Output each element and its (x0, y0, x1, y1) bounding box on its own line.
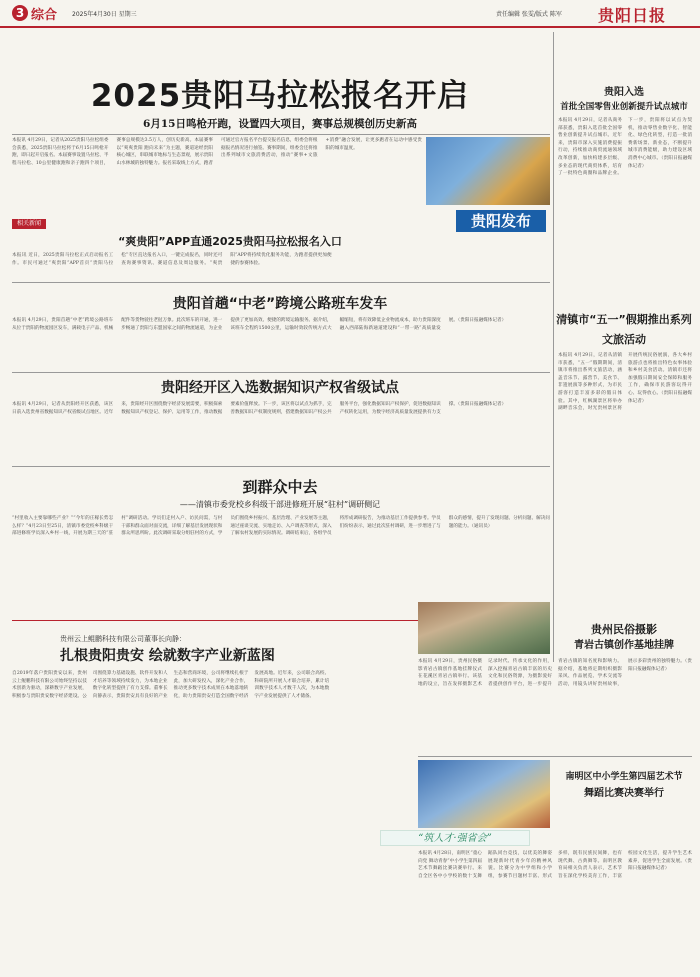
retail-body: 本报讯 4月29日，记者从商务部获悉，贵阳入选首批全国零售业创新提升试点城市。近年来，贵阳市深入实施消费提振行动，持续推动商贸流通领域改革创新，加快构建多层级、多业态的现代商贸体系，培育了一批特色商圈和品牌企业。下一步，贵阳将以试点为契机，推动零售业数字化、智能化、绿色化转型，打造一批消费新场景、新业态，不断提升城市消费能级，助力建设区域消费中心城市。（贵阳日报融媒体记者） (558, 118, 692, 177)
talent-banner: “筑人才·强省会” (380, 830, 530, 846)
section-name: 综合 (31, 8, 58, 23)
labor-headline[interactable]: 清镇市“五一”假期推出系列文旅活动 (556, 313, 692, 346)
app-headline[interactable]: “爽贵阳”APP直通2025贵阳马拉松报名入口 (118, 235, 342, 248)
patent-divider (12, 466, 550, 467)
app-body: 本报讯 近日，2025贵阳马拉松正式启动报名工作。市民可通过“爽贵阳”APP首页“贵阳马拉松”专区直达报名入口，一键完成报名，同时还可查询赛事资讯、赛道信息及周边服务。“爽贵阳”APP将持续优化服务功能，为跑者提供更加便捷的参赛体验。 (12, 253, 332, 266)
guiyang-fabu-badge: 贵阳发布 (456, 210, 546, 232)
retail-headline[interactable]: 贵阳入选 (604, 87, 644, 98)
dongfang-label: 贵州云上鲲鹏科技有限公司董事长向静： (60, 635, 186, 643)
issue-date: 2025年4月30日 星期三 (72, 11, 137, 18)
art-subtitle[interactable]: 舞蹈比赛决赛举行 (584, 788, 664, 799)
newspaper-logo: 贵阳日报 (598, 6, 667, 25)
highway-body: 本报讯 4月29日，贵阳首趟“中老”跨境公路班车从位于贵阳的物流园区发车，满载电子产品、机械配件等货物驶往老挝万象。此次班车的开通，进一步畅通了贵阳与东盟国家之间的物流通道，为企业提供了更加高效、便捷的跨境运输服务。据介绍，该班车全程约1500公里，运输时效较传统方式大幅缩短，将有效降低企业物流成本，助力贵阳深度融入西部陆海新通道建设和“一带一路”高质量发展。（贵阳日报融媒体记者） (12, 318, 507, 331)
editors-credit: 责任编辑 张雯/版式 陈军 (496, 11, 562, 18)
marathon-photo (426, 137, 550, 205)
folk-photo (418, 602, 550, 654)
art-divider (418, 756, 692, 757)
survey-headline[interactable]: 到群众中去 (242, 478, 318, 496)
folk-headline[interactable]: 贵州民俗摄影 (591, 623, 657, 636)
highway-divider (12, 372, 550, 373)
labor-body: 本报讯 4月29日，记者从清镇市获悉，“五一”假期期间，清镇市将推出系列文旅活动，涵盖音乐节、露营节、美食节、非遗展演等多种形式，为市民游客打造丰富多彩的假日体验。其中，红枫湖景区将举办湖畔音乐会，时光贵州景区将开展传统民俗展演，各大乡村旅游点也将推出特色农事体验和乡村美食活动。清镇市还将加强假日期间安全保障和服务工作，确保市民游客玩得开心、玩得放心。（贵阳日报融媒体记者） (558, 353, 692, 412)
related-news-tag: 相关新闻 (12, 219, 46, 229)
marathon-subtitle: 6月15日鸣枪开跑，设置四大项目，赛事总规模创历史新高 (143, 118, 417, 130)
marathon-divider (12, 134, 550, 135)
page-number: 3 (12, 5, 28, 21)
app-divider (12, 282, 550, 283)
dongfang-headline[interactable]: 扎根贵阳贵安 绘就数字产业新蓝图 (60, 648, 275, 664)
art-headline[interactable]: 南明区中小学生第四届艺术节 (565, 772, 683, 782)
patent-body: 本报讯 4月29日，记者从贵阳经开区获悉，该区日前入选贵州省数据知识产权省级试点地区。近年来，贵阳经开区围绕数字经济发展需要，积极探索数据知识产权登记、保护、运用等工作，推动数据要素价值释放。下一步，该区将以试点为抓手，完善数据知识产权制度规则，搭建数据知识产权公共服务平台，强化数据知识产权保护，促进数据知识产权转化运用，为数字经济高质量发展提供有力支撑。（贵阳日报融媒体记者） (12, 402, 507, 415)
dongfang-body: 自2019年落户贵阳贵安以来，贵州云上鲲鹏科技有限公司始终坚持以技术创新为驱动，深耕数字产业发展，积极参与贵阳贵安数字经济建设。公司围绕算力基础设施、软件开发和人才培养等领域持续发力，为本地企业数字化转型提供了有力支撑。董事长向静表示，贵阳贵安具有良好的产业生态和营商环境，公司将继续扎根于此，加大研发投入，深化产业合作，推动更多数字技术成果在本地落地转化，助力贵阳贵安打造全国数字经济发展高地。近年来，公司联合高校、科研院所开展人才联合培养，累计培训数字技术人才数千人次，为本地数字产业发展提供了人才储备。 (12, 671, 330, 699)
folk-body: 本报讯 4月29日，贵州民俗摄影青岩古镇创作基地挂牌仪式在花溪区青岩古镇举行。该基地的设立，旨在发挥摄影艺术记录时代、传承文化的作用，深入挖掘青岩古镇丰富的历史文化和民俗资源，为摄影爱好者提供创作平台，进一步提升青岩古镇的知名度和影响力。据介绍，基地将定期组织摄影采风、作品展览、学术交流等活动，用镜头讲好贵州故事，展示多彩贵州的独特魅力。（贵阳日报融媒体记者） (418, 659, 692, 687)
marathon-body: 本报讯 4月29日，记者从2025贵阳马拉松组委会获悉，2025贵阳马拉松将于6月15日鸣枪开跑，即日起开启报名。本届赛事设置马拉松、半程马拉松、10公里健康跑和亲子跑四个项目，赛事总规模达3.5万人，创历史新高。本届赛事以“爽爽贵阳 跑向未来”为主题，赛道途经贵阳核心城区，串联城市地标与生态景观，展示贵阳山水林城的独特魅力。报名采取线上方式，跑者可通过官方报名平台提交报名信息，组委会将根据报名情况进行抽签。赛事期间，组委会还将推出系列城市文旅消费活动，推动“赛事+文旅+消费”融合发展，让更多跑者在运动中感受贵阳的城市温度。 (12, 138, 422, 166)
highway-headline[interactable]: 贵阳首趟“中老”跨境公路班车发车 (172, 296, 388, 312)
survey-body: “村里收入主要靠哪些产业？”“今年的庄稼长势怎么样？”4月23日至25日，清镇市委党校乡科级干部进修班学员深入乡村一线，开展为期三天的“驻村”调研活动。学员们走村入户、访民问需，与村干部和群众面对面交流，详细了解基层发展现状和群众所思所盼。此次调研采取分组驻村的方式，学员们围绕乡村振兴、基层治理、产业发展等主题，通过座谈交流、实地走访、入户调查等形式，深入了解农村发展的实际情况。调研结束后，各组学员将形成调研报告，为推动基层工作提供参考。学员们纷纷表示，通过此次驻村调研，进一步增进了与群众的感情，提升了发现问题、分析问题、解决问题的能力。（通讯员） (12, 516, 550, 537)
retail-subtitle[interactable]: 首批全国零售业创新提升试点城市 (560, 102, 688, 112)
marathon-headline[interactable]: 2025贵阳马拉松报名开启 (90, 78, 470, 114)
patent-headline[interactable]: 贵阳经开区入选数据知识产权省级试点 (161, 380, 399, 396)
right-column-rule (553, 32, 554, 662)
art-photo (418, 760, 550, 828)
page-header (0, 0, 700, 28)
folk-subtitle[interactable]: 青岩古镇创作基地挂牌 (574, 640, 674, 651)
survey-subtitle: ——清镇市委党校乡科级干部进修班开展“驻村”调研侧记 (179, 500, 381, 509)
art-body: 本报讯 4月28日，南明区“童心向党 舞动青春”中小学生第四届艺术节舞蹈比赛决赛举行。来自全区各中小学校的数十支舞蹈队同台竞技，以优美的舞姿展现新时代青少年的精神风貌。比赛分为中学组和小学组，参赛节目题材丰富、形式多样，既有民族民间舞，也有现代舞、古典舞等。南明区教育局相关负责人表示，艺术节旨在深化学校美育工作，丰富校园文化生活，提升学生艺术素养，促进学生全面发展。（贵阳日报融媒体记者） (418, 851, 692, 879)
